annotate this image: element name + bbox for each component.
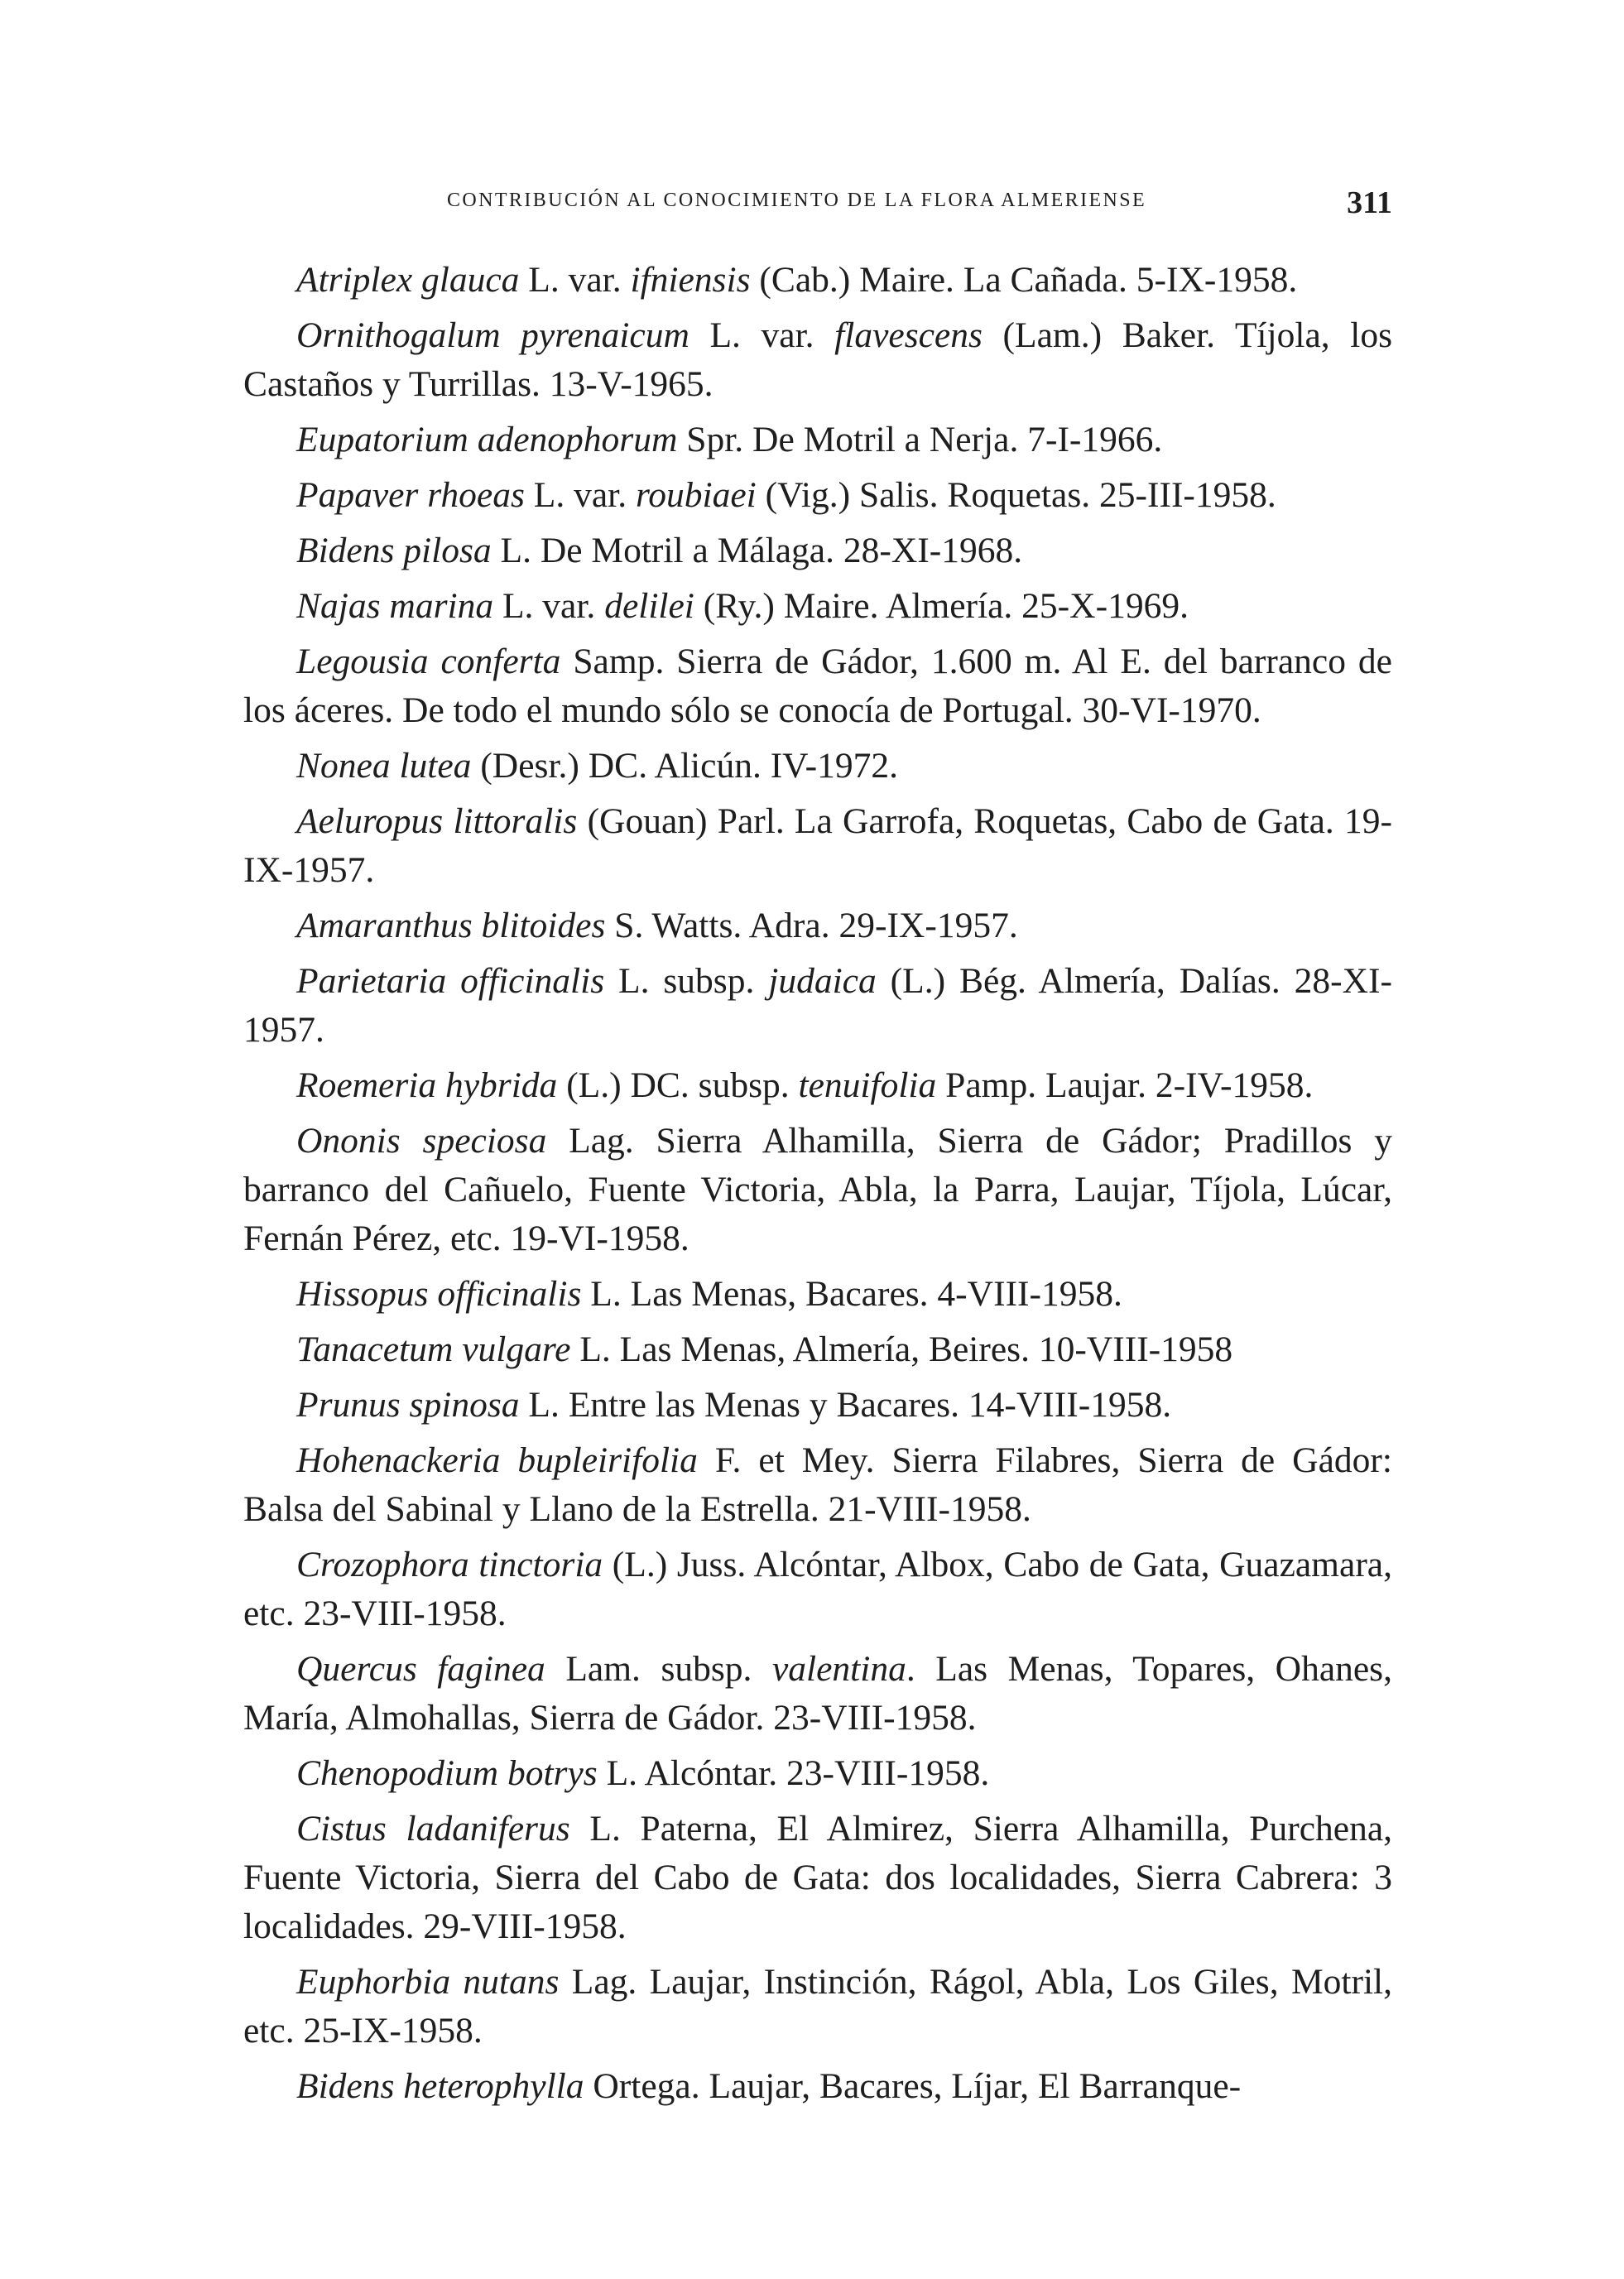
entry-text: Lam. subsp. <box>545 1649 772 1689</box>
entry-text: . Las Menas, Topares, Ohanes, María, Almohallas, Sierra de Gádor. 23-VIII-1958. <box>243 1649 1392 1738</box>
taxon-name: valentina <box>771 1649 906 1689</box>
species-entry <box>243 1381 1392 1430</box>
taxon-name: flavescens <box>834 315 983 355</box>
species-entry <box>243 637 1392 735</box>
taxon-name: Parietaria officinalis <box>296 961 605 1001</box>
species-entry <box>243 256 1392 305</box>
entry-text: F. et Mey. Sierra Filabres, Sierra de Gádor: Balsa del Sabinal y Llano de la Estrella. 21-VIII-1958. <box>243 1440 1392 1529</box>
entry-text: (Lam.) Baker. Tíjola, los Castaños y Turrillas. 13-V-1965. <box>243 315 1392 404</box>
taxon-name: Amaranthus blitoides <box>296 906 606 945</box>
taxon-name: Roemeria hybrida <box>296 1065 558 1105</box>
entry-text: S. Watts. Adra. 29-IX-1957. <box>605 906 1018 945</box>
species-entry <box>243 1645 1392 1743</box>
taxon-name: Cistus ladaniferus <box>296 1809 570 1849</box>
taxon-name: Atriplex glauca <box>296 260 520 300</box>
taxon-name: judaica <box>768 961 877 1001</box>
species-entry <box>243 1541 1392 1638</box>
species-entry <box>243 1958 1392 2055</box>
entry-text: (Ry.) Maire. Almería. 25-X-1969. <box>694 586 1189 626</box>
taxon-name: Bidens pilosa <box>296 531 492 570</box>
species-entry <box>243 2062 1392 2111</box>
species-entry <box>243 797 1392 895</box>
taxon-name: Legousia conferta <box>296 642 561 681</box>
entry-text: L. Las Menas, Bacares. 4-VIII-1958. <box>581 1274 1122 1314</box>
taxon-name: Aeluropus littoralis <box>296 801 578 841</box>
taxon-name: Papaver rhoeas <box>296 475 525 515</box>
entry-text: L. var. <box>519 260 631 300</box>
taxon-name: ifniensis <box>630 260 751 300</box>
entry-text: Pamp. Laujar. 2-IV-1958. <box>936 1065 1314 1105</box>
species-entry <box>243 471 1392 520</box>
entry-text: (Gouan) Parl. La Garrofa, Roquetas, Cabo de Gata. 19-IX-1957. <box>243 801 1392 890</box>
taxon-name: Ononis speciosa <box>296 1121 547 1161</box>
page-header <box>240 185 1392 226</box>
entry-text: (Desr.) DC. Alicún. IV-1972. <box>471 746 898 786</box>
entry-text: L. var. <box>524 475 636 515</box>
species-entry <box>243 1805 1392 1951</box>
entry-text: (L.) Juss. Alcóntar, Albox, Cabo de Gata, Guazamara, etc. 23-VIII-1958. <box>243 1545 1392 1633</box>
taxon-name: Euphorbia nutans <box>296 1962 560 2002</box>
page-number: 311 <box>1347 185 1392 220</box>
species-entry <box>243 1270 1392 1319</box>
taxon-name: Quercus faginea <box>296 1649 545 1689</box>
taxon-name: Ornithogalum pyrenaicum <box>296 315 689 355</box>
entry-text: Ortega. Laujar, Bacares, Líjar, El Barranque- <box>584 2066 1242 2106</box>
species-entry <box>243 1325 1392 1374</box>
entry-text: L. var. <box>689 315 835 355</box>
entry-text: (L.) Bég. Almería, Dalías. 28-XI-1957. <box>243 961 1392 1050</box>
entry-text: L. De Motril a Málaga. 28-XI-1968. <box>491 531 1023 570</box>
entry-text: Samp. Sierra de Gádor, 1.600 m. Al E. del barranco de los áceres. De todo el mundo sólo se conocía de Portugal. 30-VI-1970. <box>243 642 1392 730</box>
taxon-name: Hissopus officinalis <box>296 1274 582 1314</box>
taxon-name: Bidens heterophylla <box>296 2066 584 2106</box>
taxon-name: roubiaei <box>635 475 757 515</box>
species-entry <box>243 1117 1392 1263</box>
taxon-name: Hohenackeria bupleirifolia <box>296 1440 698 1480</box>
taxon-name: delilei <box>604 586 694 626</box>
species-entry <box>243 582 1392 631</box>
species-entry <box>243 1061 1392 1110</box>
species-entry <box>243 742 1392 791</box>
entry-text: (Vig.) Salis. Roquetas. 25-III-1958. <box>756 475 1276 515</box>
taxon-name: Crozophora tinctoria <box>296 1545 603 1584</box>
running-title: CONTRIBUCIÓN AL CONOCIMIENTO DE LA FLORA ALMERIENSE <box>447 190 1147 211</box>
species-entry <box>243 957 1392 1055</box>
taxon-name: tenuifolia <box>798 1065 937 1105</box>
species-entry <box>243 311 1392 409</box>
species-entry <box>243 526 1392 575</box>
entry-text: Spr. De Motril a Nerja. 7-I-1966. <box>677 420 1163 459</box>
species-entry <box>243 416 1392 464</box>
entry-text: (L.) DC. subsp. <box>557 1065 799 1105</box>
entry-text: L. Entre las Menas y Bacares. 14-VIII-1958. <box>519 1385 1172 1425</box>
taxon-name: Nonea lutea <box>296 746 472 786</box>
entry-text: Lag. Laujar, Instinción, Rágol, Abla, Los Giles, Motril, etc. 25-IX-1958. <box>243 1962 1392 2051</box>
species-entry <box>243 1749 1392 1798</box>
entry-text: L. var. <box>493 586 605 626</box>
taxon-name: Prunus spinosa <box>296 1385 520 1425</box>
species-entry <box>243 902 1392 950</box>
species-entry <box>243 1436 1392 1534</box>
entry-text: (Cab.) Maire. La Cañada. 5-IX-1958. <box>750 260 1298 300</box>
taxon-name: Eupatorium adenophorum <box>296 420 678 459</box>
entry-text: L. Las Menas, Almería, Beires. 10-VIII-1958 <box>570 1329 1233 1369</box>
taxon-name: Tanacetum vulgare <box>296 1329 571 1369</box>
entry-text: L. subsp. <box>604 961 769 1001</box>
entry-text: L. Paterna, El Almirez, Sierra Alhamilla, Purchena, Fuente Victoria, Sierra del Cabo de Gata: dos localidades, Sierra Cabrera: 3 localidades. 29-VIII-1958. <box>243 1809 1393 1946</box>
entry-text: Lag. Sierra Alhamilla, Sierra de Gádor; Pradillos y barranco del Cañuelo, Fuente Victoria, Abla, la Parra, Laujar, Tíjola, Lúcar, Fernán Pérez, etc. 19-VI-1958. <box>243 1121 1392 1258</box>
taxon-name: Chenopodium botrys <box>296 1753 598 1793</box>
species-list <box>243 256 1392 2118</box>
entry-text: L. Alcóntar. 23-VIII-1958. <box>597 1753 990 1793</box>
taxon-name: Najas marina <box>296 586 494 626</box>
